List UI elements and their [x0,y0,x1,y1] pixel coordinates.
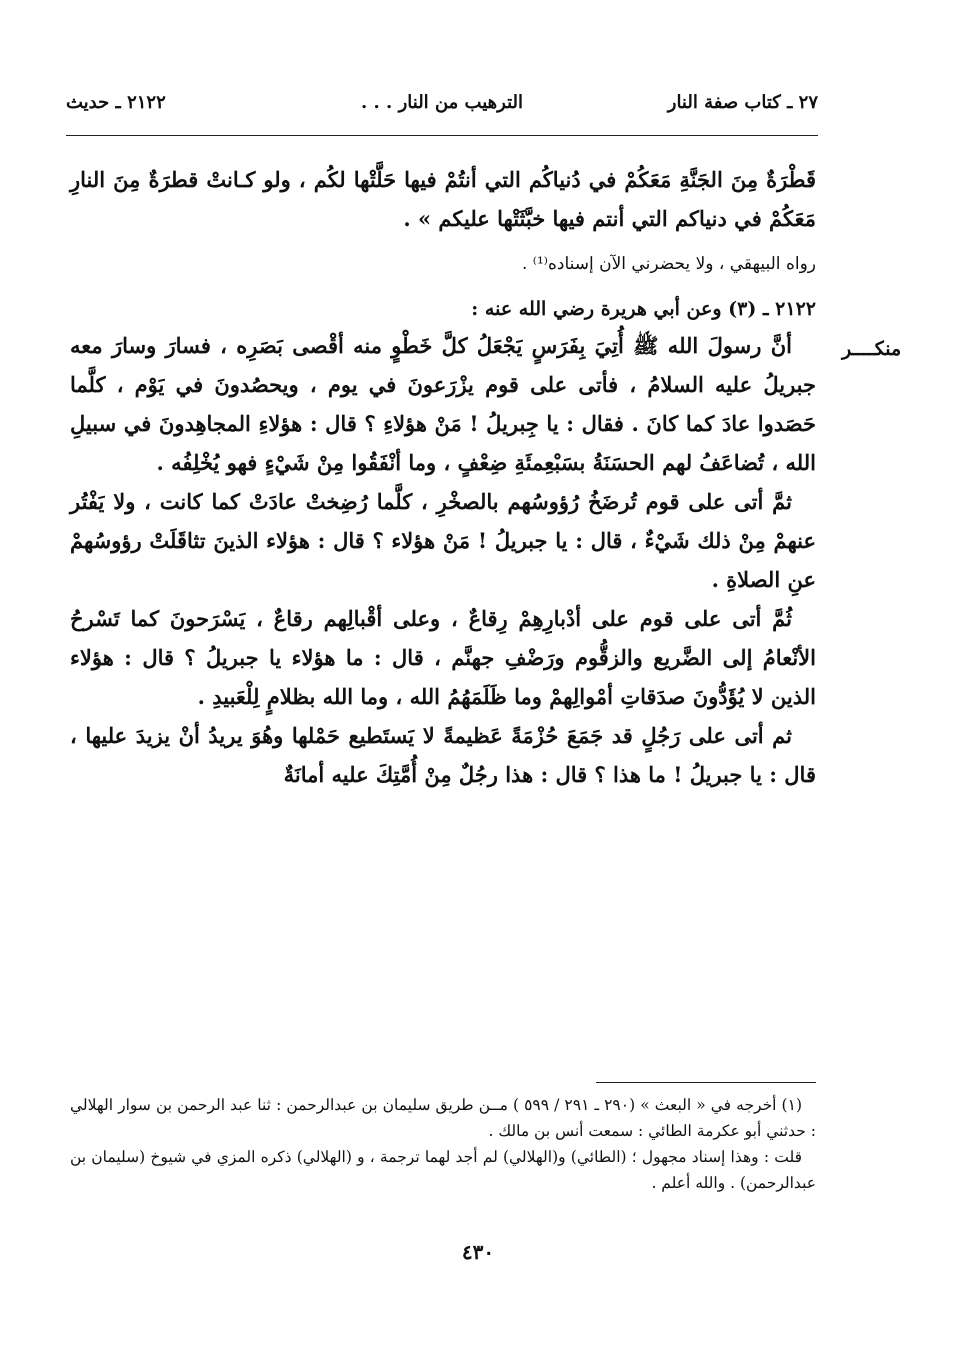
footnotes [70,1092,816,1196]
hadith-heading: ٢١٢٢ ـ (٣) وعن أبي هريرة رضي الله عنه : [471,298,816,320]
header-hadith-range: ٢١٢٢ ـ حديث [66,92,166,113]
header-chapter: ٢٧ ـ كتاب صفة النار [667,92,818,113]
footnote-rule [596,1082,816,1083]
footnote-1: (١) أخرجه في « البعث » (٢٩٠ ـ ٢٩١ / ٥٩٩ ) مــن طريق سليمان بن عبدالرحمن : ثنا عبد الرحمن بن سوار الهلالي : حدثني أبو عكرمة الطائي : سمعت أنس بن مالك . [70,1096,816,1140]
paragraph-1: قَطْرَةٌ مِنَ الجَنَّةِ مَعَكُمْ في دُنياكُم التي أنتُمْ فيها حَلَّتْها لكُم ، ولو كـانتْ قطرَةٌ مِنَ النارِ مَعَكُمْ في دنياكم التي أنتم فيها خبَّثَتْها عليكم » . [70,167,816,231]
header-section: الترهيب من النار . . . [360,92,524,113]
attribution: رواه البيهقي ، ولا يحضرني الآن إسناده⁽¹⁾ . [521,254,816,274]
grading-label: منكــــر [842,338,902,360]
main-text [70,160,816,794]
page-number: ٤٣٠ [461,1240,495,1264]
header-rule [66,135,818,136]
paragraph-5: ثم أتى على رَجُلٍ قد جَمَعَ حُزْمَةً عَظيمةً لا يَستَطيع حَمْلها وهُوَ يريدُ أنْ يزيدَ عليها ، قال : يا جبريلُ ! ما هذا ؟ قال : هذا رجُلٌ مِنْ أُمَّتِكَ عليه أمانَةٌ [70,723,816,787]
paragraph-2: أنَّ رسولَ الله ﷺ أُتِيَ بِفَرَسٍ يَجْعَلُ كلَّ خَطْوٍ منه أقْصى بَصَرِه ، فسارَ وسارَ معه جبريلُ عليه السلامُ ، فأتى على قوم يزْرَعونَ في يوم ، ويحصُدونَ في يَوْم ، كلَّما حَصَدوا عادَ كما كانَ . فقال : يا جِبريلُ ! مَنْ هؤلاءِ ؟ قال : هؤلاءِ المجاهِدونَ في سبيلِ الله ، تُضاعَفُ لهم الحسَنَةُ بسَبْعِمئَةِ ضِعْفٍ ، وما أنْفَقُوا مِنْ شَيْءٍ فهو يُخْلِفُه . [70,333,816,475]
paragraph-3: ثمَّ أتى على قوم تُرضَخُ رُؤوسُهم بالصخْرِ ، كلَّما رُضِختْ عادَتْ كما كانت ، ولا يَفْتُر عنهمْ مِنْ ذلك شَيْءٌ ، قال : يا جبريلُ ! مَنْ هؤلاء ؟ قال : هؤلاء الذينَ تثاقَلَتْ رؤوسُهمْ عنِ الصلاةِ . [70,489,816,592]
running-header [66,92,818,122]
footnote-1-note: قلت : وهذا إسناد مجهول ؛ (الطائي) و(الهلالي) لم أجد لهما ترجمة ، و (الهلالي) ذكره المزي في شيوخ (سليمان بن عبدالرحمن) . والله أعلم . [70,1148,816,1192]
paragraph-4: ثُمَّ أتى على قوم على أدْبارِهِمْ رِقاعٌ ، وعلى أقْبالِهم رقاعٌ ، يَسْرَحونَ كما تَسْرحُ الأنْعامُ إلى الضَّريع والزقُّوم ورَضْفِ جهنَّم ، قال : ما هؤلاء يا جبريلُ ؟ قال : هؤلاء الذين لا يُؤَدُّونَ صدَقاتِ أمْوالِهمْ وما ظَلَمَهُمُ الله ، وما الله بظلامٍ لِلْعَبيدِ . [70,606,816,709]
